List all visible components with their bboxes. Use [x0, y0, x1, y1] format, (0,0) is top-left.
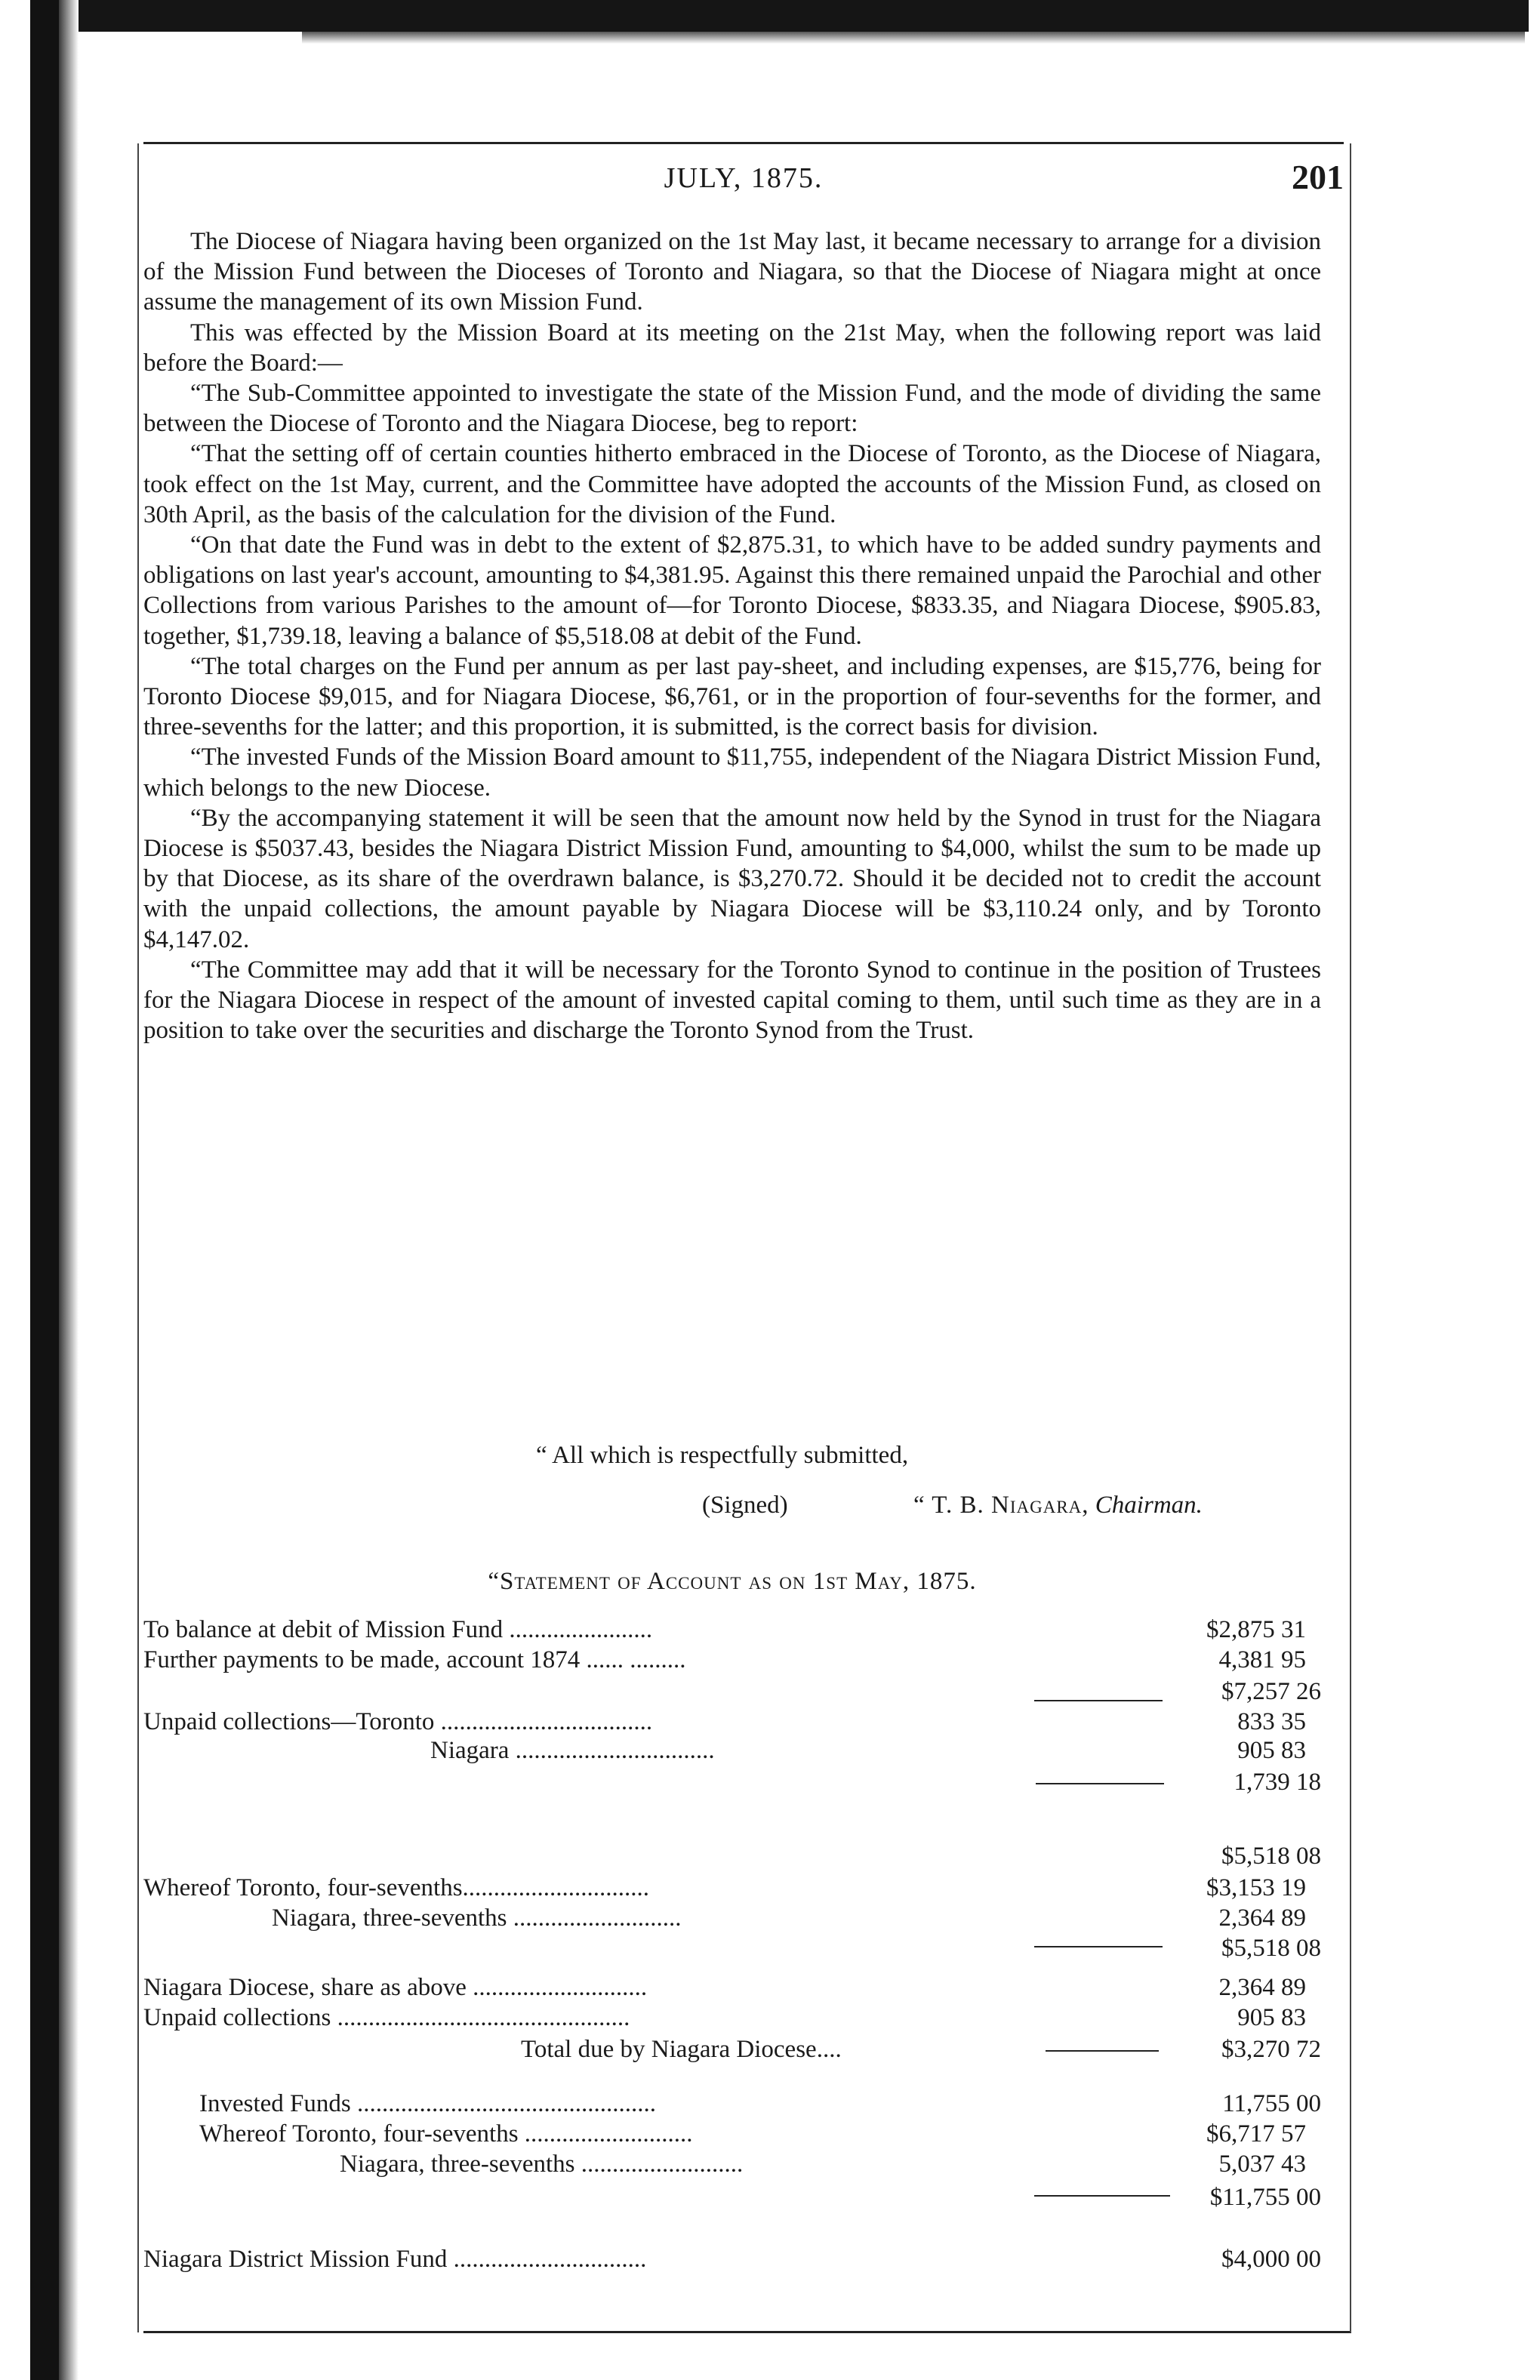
row-amount: $2,875 31 — [1206, 1616, 1306, 1643]
scan-top-shadow — [302, 32, 1525, 44]
signed-label: (Signed) — [702, 1492, 788, 1519]
row-label: Niagara ................................ — [430, 1737, 715, 1764]
row-label: Niagara, three-sevenths .......................... — [340, 2151, 744, 2178]
row-label: Further payments to be made, account 1874 ...... ......... — [143, 1646, 686, 1673]
row-total: $11,755 00 — [1209, 2184, 1321, 2211]
row-amount: 833 35 — [1237, 1708, 1306, 1735]
signer — [913, 1492, 1203, 1519]
signer-name: “ T. B. Niagara, — [913, 1492, 1089, 1519]
scan-left-shadow — [59, 0, 79, 2380]
subtotal-rule — [1034, 1700, 1163, 1701]
subtotal-rule — [1034, 1946, 1163, 1947]
subtotal-rule — [1034, 2195, 1170, 2197]
row-amount: 905 83 — [1237, 2004, 1306, 2031]
row-total: $4,000 00 — [1221, 2246, 1321, 2273]
row-total: $5,518 08 — [1221, 1843, 1321, 1870]
page-header — [143, 158, 1344, 207]
row-label: Niagara Diocese, share as above ............................ — [143, 1974, 648, 2001]
paragraph: “The Committee may add that it will be necessary for the Toronto Synod to continue in the position of Trustees for the Niagara Diocese in respect of the amount of invested capital coming to them, until such time as they are in a position to take over the securities and discharge the Toronto Synod from the Trust. — [143, 956, 1321, 1045]
row-amount: 2,364 89 — [1218, 1974, 1306, 2001]
paragraph: “By the accompanying statement it will be seen that the amount now held by the Synod in trust for the Niagara Diocese is $5037.43, besides the Niagara District Mission Fund, amounting to $4,000, whilst the sum to be made up by that Diocese, as its share of the overdrawn balance, is $3,270.72. Should it be decided not to credit the account with the unpaid collections, the amount payable by Niagara Diocese will be $3,110.24 only, and by Toronto $4,147.02. — [143, 804, 1321, 953]
row-amount: 905 83 — [1237, 1737, 1306, 1764]
row-label: Niagara District Mission Fund ............................... — [143, 2246, 647, 2273]
scan-left-border — [30, 0, 59, 2380]
paragraph: “The invested Funds of the Mission Board amount to $11,755, independent of the Niagara District Mission Fund, which belongs to the new Diocese. — [143, 744, 1321, 802]
paragraph: This was effected by the Mission Board at its meeting on the 21st May, when the following report was laid before the Board:— — [143, 319, 1321, 377]
row-label: Unpaid collections ............................................... — [143, 2004, 630, 2031]
paragraph: “The Sub-Committee appointed to investigate the state of the Mission Fund, and the mode of dividing the same between the Diocese of Toronto and the Niagara Diocese, beg to report: — [143, 380, 1321, 438]
row-amount: $3,153 19 — [1206, 1874, 1306, 1901]
row-amount: 2,364 89 — [1218, 1904, 1306, 1932]
header-date: JULY, 1875. — [664, 162, 824, 194]
row-label: Unpaid collections—Toronto .................................. — [143, 1708, 653, 1735]
row-total: $5,518 08 — [1221, 1935, 1321, 1962]
row-label: To balance at debit of Mission Fund ....................... — [143, 1616, 653, 1643]
paragraph: “That the setting off of certain counties hitherto embraced in the Diocese of Toronto, as the Diocese of Niagara, took effect on the 1st May, current, and the Committee have adopted the accounts of the Mission Fund, as closed on 30th April, as the basis of the calculation for the division of the Fund. — [143, 440, 1321, 528]
subtotal-rule — [1046, 2050, 1159, 2052]
signer-role: Chairman. — [1095, 1492, 1203, 1519]
bottom-rule — [143, 2331, 1351, 2333]
row-total: $7,257 26 — [1221, 1678, 1321, 1705]
row-label: Niagara, three-sevenths ........................... — [272, 1904, 682, 1932]
left-margin-line — [137, 143, 139, 2332]
paragraph: “On that date the Fund was in debt to the extent of $2,875.31, to which have to be added sundry payments and obligations on last year's account, amounting to $4,381.95. Against this there remained unpaid the Parochial and other Collections from various Parishes to the amount of—for Toronto Diocese, $833.35, and Niagara Diocese, $905.83, together, $1,739.18, leaving a balance of $5,518.08 at debit of the Fund. — [143, 531, 1321, 650]
right-margin-line — [1350, 143, 1351, 2332]
row-amount: 4,381 95 — [1218, 1646, 1306, 1673]
article-body — [143, 226, 1321, 1045]
page-number: 201 — [1292, 158, 1344, 196]
paragraph: The Diocese of Niagara having been organized on the 1st May last, it became necessary to arrange for a division of the Mission Fund between the Dioceses of Toronto and Niagara, so that the Diocese of Niagara might at once assume the management of its own Mission Fund. — [143, 228, 1321, 316]
subtotal-rule — [1036, 1783, 1164, 1784]
submitted-line: “ All which is respectfully submitted, — [536, 1442, 909, 1469]
row-label: Total due by Niagara Diocese.... — [521, 2036, 842, 2063]
row-label: Whereof Toronto, four-sevenths.............................. — [143, 1874, 650, 1901]
row-label: Whereof Toronto, four-sevenths ........................... — [199, 2120, 693, 2148]
row-amount: $6,717 57 — [1206, 2120, 1306, 2148]
row-label: Invested Funds ................................................ — [199, 2090, 656, 2117]
row-amount: 5,037 43 — [1218, 2151, 1306, 2178]
row-total: 1,739 18 — [1234, 1769, 1321, 1796]
paragraph: “The total charges on the Fund per annum as per last pay-sheet, and including expenses, are $15,776, being for Toronto Diocese $9,015, and for Niagara Diocese, $6,761, or in the proportion of four-sevenths for the former, and three-sevenths for the latter; and this proportion, it is submitted, is the correct basis for division. — [143, 652, 1321, 741]
scan-top-border — [30, 0, 1529, 32]
row-total: $3,270 72 — [1221, 2036, 1321, 2063]
top-rule — [143, 142, 1344, 144]
row-total: 11,755 00 — [1222, 2090, 1321, 2117]
statement-title: “Statement of Account as on 1st May, 1875. — [488, 1568, 977, 1595]
